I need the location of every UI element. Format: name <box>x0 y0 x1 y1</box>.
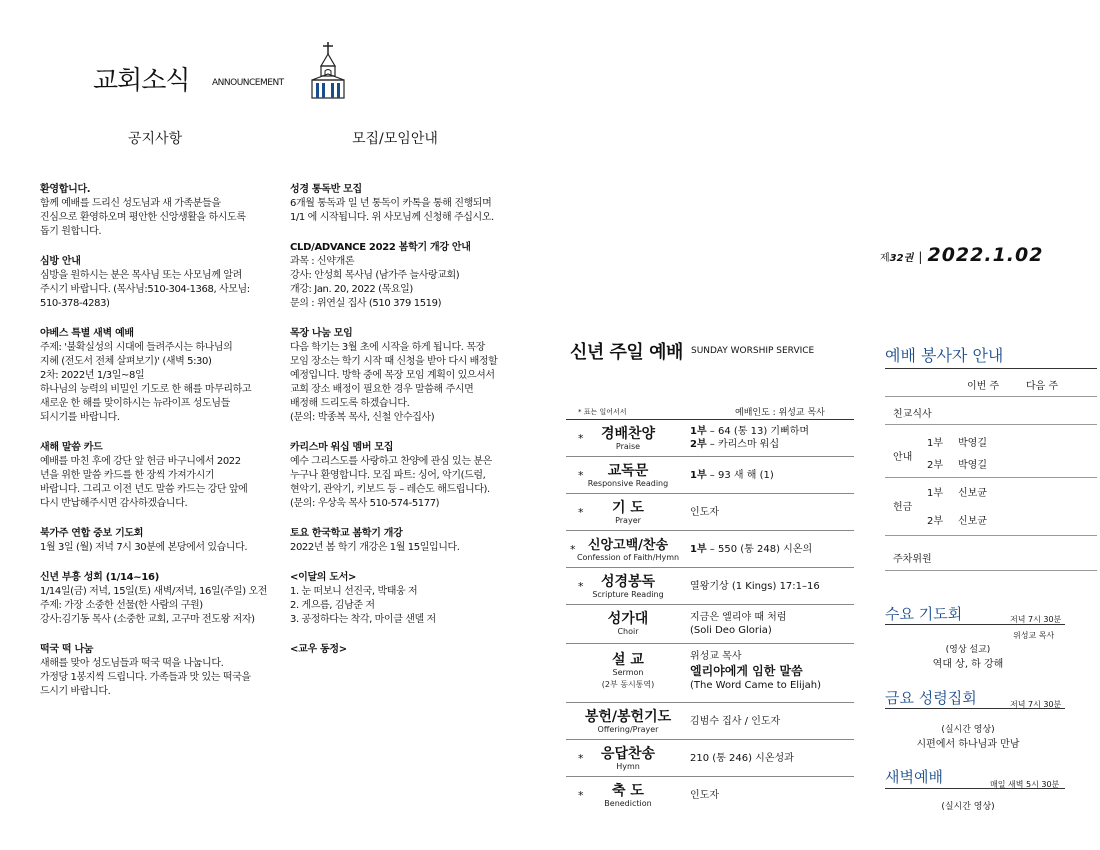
notice-title: 떡국 떡 나눔 <box>40 644 94 655</box>
notice-item <box>40 180 275 239</box>
stand-marker: * <box>578 580 584 593</box>
worship-item-name: 설 교 <box>612 652 644 668</box>
worship-item-sub: Sermon <box>612 668 644 677</box>
stand-marker: * <box>578 789 584 802</box>
worship-title-en: SUNDAY WORSHIP SERVICE <box>691 346 815 356</box>
worship-item-sub: Choir <box>617 627 639 636</box>
notice-title: 신년 부흥 성회 (1/14~16) <box>40 572 159 583</box>
notice-title: 야베스 특별 새벽 예배 <box>40 328 134 339</box>
worship-line: 열왕기상 (1 Kings) 17:1–16 <box>690 581 820 592</box>
recruit-heading: 모집/모임안내 <box>352 131 438 147</box>
offering-label: 헌금 <box>893 502 913 513</box>
worship-item-content <box>690 469 774 482</box>
notice-item <box>40 568 275 627</box>
worship-line: 김범수 집사 / 인도자 <box>690 716 781 727</box>
dawn-time: 매일 새벽 5시 30분 <box>990 780 1060 789</box>
part-label: 1부 <box>690 470 707 481</box>
servers-line <box>885 535 1097 536</box>
offering-part2: 2부 <box>927 516 944 527</box>
notice-body: 1. 눈 떠보니 선진국, 박태웅 저 2. 게으름, 김남준 저 3. 공정하다는 착각, 마이클 샌델 저 <box>290 586 436 625</box>
offering-part1: 1부 <box>927 488 944 499</box>
page-title-en: ANNOUNCEMENT <box>212 78 284 88</box>
servers-line <box>885 570 1097 571</box>
worship-row-confession <box>566 531 854 568</box>
wednesday-line1: (영상 설교) <box>945 645 991 655</box>
notice-title: CLD/ADVANCE 2022 봄학기 개강 안내 <box>290 242 471 253</box>
worship-item-name: 축 도 <box>612 783 644 799</box>
worship-line: 인도자 <box>690 507 719 518</box>
notice-title: 새해 말씀 카드 <box>40 442 103 453</box>
usher-part2: 2부 <box>927 460 944 471</box>
worship-item-name: 경배찬양 <box>600 426 656 442</box>
worship-item-content <box>690 715 780 728</box>
worship-leader: 예배인도 : 위성교 목사 <box>735 408 825 418</box>
notice-item <box>40 252 275 311</box>
stand-marker: * <box>578 469 584 482</box>
worship-item-sub: Benediction <box>604 799 652 808</box>
notice-body: 다음 학기는 3월 초에 시작을 하게 됩니다. 목장 모임 장소는 학기 시작 때 신청을 받아 다시 배정할 예정입니다. 방학 중에 목장 모임 계획이 있으셔서 교회 장소 배정이 필요한 경우 말씀해 주시면 배정해 드리도록 하겠습니다. (문의: 박종복 목사, 신철 안수집사) <box>290 342 498 423</box>
wednesday-line2: 역대 상, 하 강해 <box>932 659 1004 670</box>
worship-title: 신년 주일 예배 <box>570 342 683 363</box>
notice-body: 과목 : 신약개론 강사: 안성희 목사님 (남가주 늘사랑교회) 개강: Jan. 20, 2022 (목요일) 문의 : 위연실 집사 (510 379 1519) <box>290 256 460 309</box>
notice-item <box>290 438 525 511</box>
worship-item-content <box>690 650 821 692</box>
offering-name2: 신보균 <box>958 516 987 527</box>
worship-item-content <box>690 506 719 519</box>
sermon-title: 엘리야에게 임한 말씀 <box>690 664 803 678</box>
issue-number: 32권 <box>889 253 914 264</box>
worship-item-sub: Responsive Reading <box>587 479 669 488</box>
worship-row-sermon <box>566 644 854 703</box>
worship-item-name: 신앙고백/찬송 <box>587 538 669 553</box>
wednesday-speaker: 위성교 목사 <box>1013 631 1055 640</box>
notice-item <box>40 438 275 511</box>
servers-this-week: 이번 주 <box>967 381 1000 392</box>
part-label: 2부 <box>690 439 707 450</box>
worship-line: 지금은 엘리야 때 처럼 <box>690 612 787 623</box>
worship-item-content <box>690 611 786 637</box>
servers-line <box>885 424 1097 425</box>
worship-item-content <box>690 789 719 802</box>
notice-body: 1/14일(금) 저녁, 15일(토) 새벽/저녁, 16일(주일) 오전 주제: 가장 소중한 선물(한 사람의 구원) 강사:김기동 목사 (소중한 교회, 고구마 전도왕 저자) <box>40 586 268 625</box>
worship-line: (Soli Deo Gloria) <box>690 625 772 636</box>
notice-body: 1월 3일 (월) 저녁 7시 30분에 본당에서 있습니다. <box>40 542 248 553</box>
notice-title: 심방 안내 <box>40 256 81 267</box>
part-label: 1부 <box>690 426 707 437</box>
friday-line2: 시편에서 하나님과 만남 <box>916 739 1020 750</box>
issue-separator: | <box>918 250 923 264</box>
worship-item-sub: Confession of Faith/Hymn <box>576 553 680 562</box>
notice-body: 6개월 통독과 일 년 통독이 카톡을 통해 진행되며 1/1 에 시작됩니다. 위 사모님께 신청해 주십시오. <box>290 198 494 223</box>
worship-row-hymn <box>566 740 854 777</box>
wednesday-title: 수요 기도회 <box>885 605 963 623</box>
stand-marker: * <box>570 543 576 556</box>
worship-line: – 93 새 해 (1) <box>706 470 774 481</box>
worship-item-sub: Praise <box>615 442 641 451</box>
greeter-label: 친교식사 <box>893 409 932 420</box>
worship-row-reading <box>566 457 854 494</box>
worship-item-name: 응답찬송 <box>600 746 656 762</box>
worship-item-content <box>690 425 809 451</box>
notice-item <box>290 238 525 311</box>
worship-item-content <box>690 543 812 556</box>
worship-row-benediction <box>566 777 854 813</box>
notice-item <box>40 324 275 425</box>
worship-note: * 표는 일어서서 <box>578 408 627 416</box>
notice-body: 예수 그리스도를 사랑하고 찬양에 관심 있는 분은 누구나 환영합니다. 모집 파트: 싱어, 악기(드럼, 현악기, 관악기, 키보드 등 – 레슨도 해드립니다). (문의: 우상욱 목사 510-574-5177) <box>290 456 492 509</box>
worship-item-name: 성경봉독 <box>600 574 656 590</box>
issue-line <box>880 244 1043 266</box>
stand-marker: * <box>578 506 584 519</box>
notice-item <box>290 324 525 425</box>
worship-line: – 카리스마 워십 <box>706 439 780 450</box>
notice-item <box>290 568 525 627</box>
notice-title: 목장 나눔 모임 <box>290 328 353 339</box>
servers-header-line <box>885 396 1097 397</box>
page-title: 교회소식 <box>93 66 190 96</box>
notices-left-column <box>40 180 275 712</box>
worship-item-name: 봉헌/봉헌기도 <box>584 709 672 725</box>
notices-heading: 공지사항 <box>128 131 183 147</box>
notice-item <box>290 640 525 655</box>
worship-item-name: 교독문 <box>607 463 649 479</box>
worship-line: – 550 (통 248) 시온의 <box>706 544 813 555</box>
issue-date: 2022.1.02 <box>927 244 1044 266</box>
church-icon <box>308 40 348 100</box>
notice-title: 성경 통독반 모집 <box>290 184 362 195</box>
notice-title: <교우 동정> <box>290 644 347 655</box>
worship-item-sub2: (2부 동시통역) <box>601 680 655 689</box>
worship-line: 위성교 목사 <box>690 651 742 662</box>
usher-name2: 박영길 <box>958 460 987 471</box>
offering-name1: 신보균 <box>958 488 987 499</box>
servers-next-week: 다음 주 <box>1026 381 1059 392</box>
dawn-line1: (실시간 영상) <box>941 802 995 812</box>
notice-body: 함께 예배를 드리신 성도님과 새 가족분들을 진심으로 환영하오며 평안한 신앙생활을 하시도록 돕기 원합니다. <box>40 198 246 237</box>
worship-item-sub: Offering/Prayer <box>597 725 659 734</box>
usher-name1: 박영길 <box>958 438 987 449</box>
servers-title: 예배 봉사자 안내 <box>885 346 1004 365</box>
worship-item-name: 성가대 <box>607 611 649 627</box>
notice-body: 심방을 원하시는 분은 목사님 또는 사모님께 알려 주시기 바랍니다. (목사님:510-304-1368, 사모님: 510-378-4283) <box>40 270 250 309</box>
worship-row-offering <box>566 703 854 740</box>
worship-row-prayer <box>566 494 854 531</box>
friday-title: 금요 성령집회 <box>885 689 977 707</box>
notice-title: 카리스마 워십 멤버 모집 <box>290 442 394 453</box>
notice-body: 새해를 맞아 성도님들과 떡국 떡을 나눕니다. 가정당 1봉지씩 드립니다. 가족들과 맛 있는 떡국을 드시기 바랍니다. <box>40 658 251 697</box>
notice-item <box>290 180 525 225</box>
worship-line: 인도자 <box>690 790 719 801</box>
friday-line1: (실시간 영상) <box>941 725 995 735</box>
worship-row-choir <box>566 605 854 644</box>
notice-title: 토요 한국학교 봄학기 개강 <box>290 528 403 539</box>
servers-line <box>885 477 1097 478</box>
notice-title: 환영합니다. <box>40 184 91 195</box>
notice-title: 북가주 연합 중보 기도회 <box>40 528 144 539</box>
worship-row-scripture <box>566 568 854 605</box>
stand-marker: * <box>578 432 584 445</box>
parking-label: 주차위원 <box>893 554 932 565</box>
notice-body: 주제: '불확실성의 시대에 들려주시는 하나님의 지혜 (전도서 전체 살펴보기)' (새벽 5:30) 2차: 2022년 1/3일~8일 하나님의 능력의 비밀인 기도로 한 해를 마무리하고 새로운 한 해를 맞이하시는 뉴라이프 성도님들 되시기를 바랍니다. <box>40 342 252 423</box>
worship-item-name: 기 도 <box>612 500 644 516</box>
usher-label: 안내 <box>893 452 913 463</box>
worship-row-praise <box>566 420 854 457</box>
usher-part1: 1부 <box>927 438 944 449</box>
worship-line: – 64 (통 13) 기뻐하며 <box>706 426 810 437</box>
servers-title-line <box>885 368 1097 369</box>
wednesday-time: 저녁 7시 30분 <box>1010 615 1062 624</box>
part-label: 1부 <box>690 544 707 555</box>
worship-item-sub: Scripture Reading <box>592 590 664 599</box>
stand-marker: * <box>578 752 584 765</box>
issue-prefix: 제 <box>880 253 890 264</box>
worship-item-sub: Prayer <box>615 516 641 525</box>
friday-time: 저녁 7시 30분 <box>1010 700 1062 709</box>
notice-item <box>290 524 525 555</box>
dawn-title: 새벽예배 <box>885 768 943 786</box>
notice-body: 2022년 봄 학기 개강은 1월 15일입니다. <box>290 542 460 553</box>
worship-line: 210 (통 246) 시온성과 <box>690 753 794 764</box>
notice-item <box>40 524 275 555</box>
worship-item-content <box>690 752 794 765</box>
notices-right-column <box>290 180 525 668</box>
notice-body: 예배를 마친 후에 강단 앞 헌금 바구니에서 2022 년을 위한 말씀 카드를 한 장씩 가져가시기 바랍니다. 그리고 이전 년도 말씀 카드는 강단 앞에 다시 반납해주시면 감사하겠습니다. <box>40 456 248 509</box>
worship-item-sub: Hymn <box>616 762 640 771</box>
worship-line: (The Word Came to Elijah) <box>690 680 821 691</box>
notice-title: <이달의 도서> <box>290 572 357 583</box>
worship-item-content <box>690 580 820 593</box>
notice-item <box>40 640 275 699</box>
